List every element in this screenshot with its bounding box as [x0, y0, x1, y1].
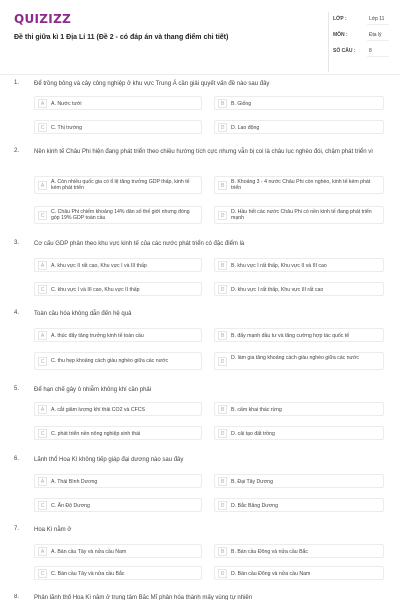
option-b[interactable] [214, 96, 384, 110]
option-letter: A [38, 547, 47, 556]
option-letter: A [38, 99, 47, 108]
meta-subject-value: Địa lý [369, 32, 382, 38]
question-number: 1. [14, 80, 20, 86]
worksheet-meta [328, 12, 388, 72]
question-5 [14, 386, 390, 448]
option-text: D. khu vực I rất thấp, Khu vực III rất cao [231, 287, 324, 293]
option-b[interactable] [214, 474, 384, 488]
option-c[interactable] [34, 120, 202, 134]
option-c[interactable] [34, 206, 202, 224]
option-text: C. Ấn Độ Dương [51, 503, 90, 509]
question-number: 2. [14, 148, 20, 154]
option-letter: D [218, 429, 227, 438]
option-d[interactable] [214, 566, 384, 580]
option-text: C. khu vực I và III cao, Khu vực II thấp [51, 287, 140, 293]
option-letter: D [218, 501, 227, 510]
header-divider [0, 74, 400, 75]
option-text: A. thúc đẩy tăng trưởng kinh tế toàn cầu [51, 333, 144, 339]
option-c[interactable] [34, 352, 202, 370]
option-a[interactable] [34, 258, 202, 272]
option-letter: B [218, 261, 227, 270]
meta-divider [367, 56, 389, 57]
option-text: A. Thái Bình Dương [51, 479, 98, 485]
option-letter: C [38, 211, 47, 220]
option-d[interactable] [214, 206, 384, 224]
question-text: Toàn cầu hóa không dẫn đến hệ quả [34, 311, 132, 317]
meta-divider [367, 24, 389, 25]
question-number: 5. [14, 386, 20, 392]
question-text: Hoa Kì nằm ở [34, 527, 72, 533]
question-text: Để trồng bông và cây công nghiệp ở khu vực Trung Á cần giải quyết vấn đề nào sau đây [34, 81, 270, 87]
option-letter: B [218, 477, 227, 486]
question-number: 3. [14, 240, 20, 246]
option-d[interactable] [214, 120, 384, 134]
option-letter: C [38, 357, 47, 366]
option-text: C. thu hẹp khoảng cách giàu nghèo giữa các nước [51, 358, 169, 364]
meta-divider [367, 40, 389, 41]
question-text: Lãnh thổ Hoa Kì không tiếp giáp đại dương nào sau đây [34, 457, 184, 463]
option-text: D. Bán cầu Đông và nửa cầu Nam [231, 571, 311, 577]
option-text: D. Lao động [231, 125, 260, 131]
option-text: C. phát triển nền nông nghiệp sinh thái [51, 431, 141, 437]
worksheet-title: Đề thi giữa kì 1 Địa Lí 11 (Đề 2 - có đáp án và thang điểm chi tiết) [14, 34, 229, 41]
option-b[interactable] [214, 258, 384, 272]
option-text: D. Bắc Băng Dương [231, 503, 278, 509]
question-text: Để hạn chế gây ô nhiễm không khí cần phải [34, 387, 152, 393]
option-letter: C [38, 429, 47, 438]
option-letter: B [218, 405, 227, 414]
option-letter: B [218, 547, 227, 556]
option-text: C. Châu Phi chiếm khoảng 14% dân số thế giới nhưng đóng góp 19% GDP toàn cầu [51, 209, 190, 221]
option-text: A. Bán cầu Tây và nửa cầu Nam [51, 549, 127, 555]
option-letter: A [38, 181, 47, 190]
option-b[interactable] [214, 402, 384, 416]
option-text: B. khu vực I rất thấp, Khu vực II và III cao [231, 263, 327, 269]
option-letter: D [218, 569, 227, 578]
option-text: B. cấm khai thác rừng [231, 407, 282, 413]
option-a[interactable] [34, 176, 202, 194]
option-text: B. Đại Tây Dương [231, 479, 273, 485]
option-text: D. làm gia tăng khoảng cách giàu nghèo giữa các nước [231, 355, 360, 361]
question-6 [14, 456, 390, 518]
option-letter: D [218, 123, 227, 132]
option-d[interactable] [214, 352, 384, 370]
question-3 [14, 240, 390, 302]
option-b[interactable] [214, 176, 384, 194]
quizizz-logo: QUIZIZZ [14, 12, 72, 26]
option-letter: A [38, 261, 47, 270]
option-text: A. khu vực II rất cao, Khu vực I và III thấp [51, 263, 147, 269]
option-a[interactable] [34, 96, 202, 110]
option-letter: D [218, 357, 227, 366]
question-text: Nền kinh tế Châu Phi hiện đang phát triển theo chiều hướng tích cực nhưng vẫn bị coi là châu lục nghèo đói, chậm phát triển vì [34, 149, 373, 155]
option-a[interactable] [34, 328, 202, 342]
option-text: A. Nước tưới [51, 101, 82, 107]
option-text: C. Thị trường [51, 125, 82, 131]
option-text: D. Hầu hết các nước Châu Phi có nền kinh tế đang phát triển mạnh [231, 209, 372, 221]
meta-count-value: 8 [369, 48, 372, 54]
option-text: D. cải tạo đất trồng [231, 431, 275, 437]
option-letter: A [38, 405, 47, 414]
meta-class-label: LỚP : [333, 16, 347, 22]
option-text: B. Khoảng 3 - 4 nước Châu Phi còn nghèo, kinh tế kém phát triển [231, 179, 371, 191]
question-number: 8. [14, 594, 20, 600]
worksheet-header [0, 0, 400, 72]
option-letter: A [38, 331, 47, 340]
question-8 [14, 594, 390, 600]
option-b[interactable] [214, 328, 384, 342]
option-c[interactable] [34, 282, 202, 296]
option-letter: B [218, 99, 227, 108]
option-letter: C [38, 123, 47, 132]
option-text: B. Giống [231, 101, 252, 107]
question-number: 7. [14, 526, 20, 532]
meta-count-label: SỐ CÂU : [333, 48, 356, 54]
option-letter: C [38, 501, 47, 510]
question-7 [14, 526, 390, 588]
option-letter: D [218, 211, 227, 220]
option-text: B. đẩy mạnh đầu tư và tăng cường hợp tác quốc tế [231, 333, 350, 339]
question-2 [14, 148, 390, 230]
question-1 [14, 80, 390, 142]
option-d[interactable] [214, 498, 384, 512]
question-number: 6. [14, 456, 20, 462]
option-text: C. Bán cầu Tây và nửa cầu Bắc [51, 571, 125, 577]
question-text: Phân lãnh thổ Hoa Kì nằm ở trung tâm Bắc Mĩ phân hóa thành mấy vùng tự nhiên [34, 595, 253, 600]
option-text: A. cắt giảm lượng khí thải CO2 và CFCS [51, 407, 145, 413]
meta-class-value: Lớp 11 [369, 16, 385, 22]
option-a[interactable] [34, 474, 202, 488]
question-number: 4. [14, 310, 20, 316]
option-letter: D [218, 285, 227, 294]
meta-subject-label: MÔN : [333, 32, 348, 38]
option-letter: C [38, 285, 47, 294]
option-d[interactable] [214, 282, 384, 296]
question-text: Cơ cấu GDP phân theo khu vực kinh tế của các nước phát triển có đặc điểm là [34, 241, 245, 247]
option-letter: B [218, 331, 227, 340]
option-letter: A [38, 477, 47, 486]
option-a[interactable] [34, 402, 202, 416]
option-a[interactable] [34, 544, 202, 558]
option-c[interactable] [34, 498, 202, 512]
option-letter: B [218, 181, 227, 190]
question-4 [14, 310, 390, 378]
option-text: A. Còn nhiều quốc gia có tỉ lệ tăng trưởng GDP thấp, kinh tế kém phát triển [51, 179, 190, 191]
option-b[interactable] [214, 544, 384, 558]
option-d[interactable] [214, 426, 384, 440]
option-c[interactable] [34, 426, 202, 440]
option-c[interactable] [34, 566, 202, 580]
option-letter: C [38, 569, 47, 578]
option-text: B. Bán cầu Đông và nửa cầu Bắc [231, 549, 309, 555]
